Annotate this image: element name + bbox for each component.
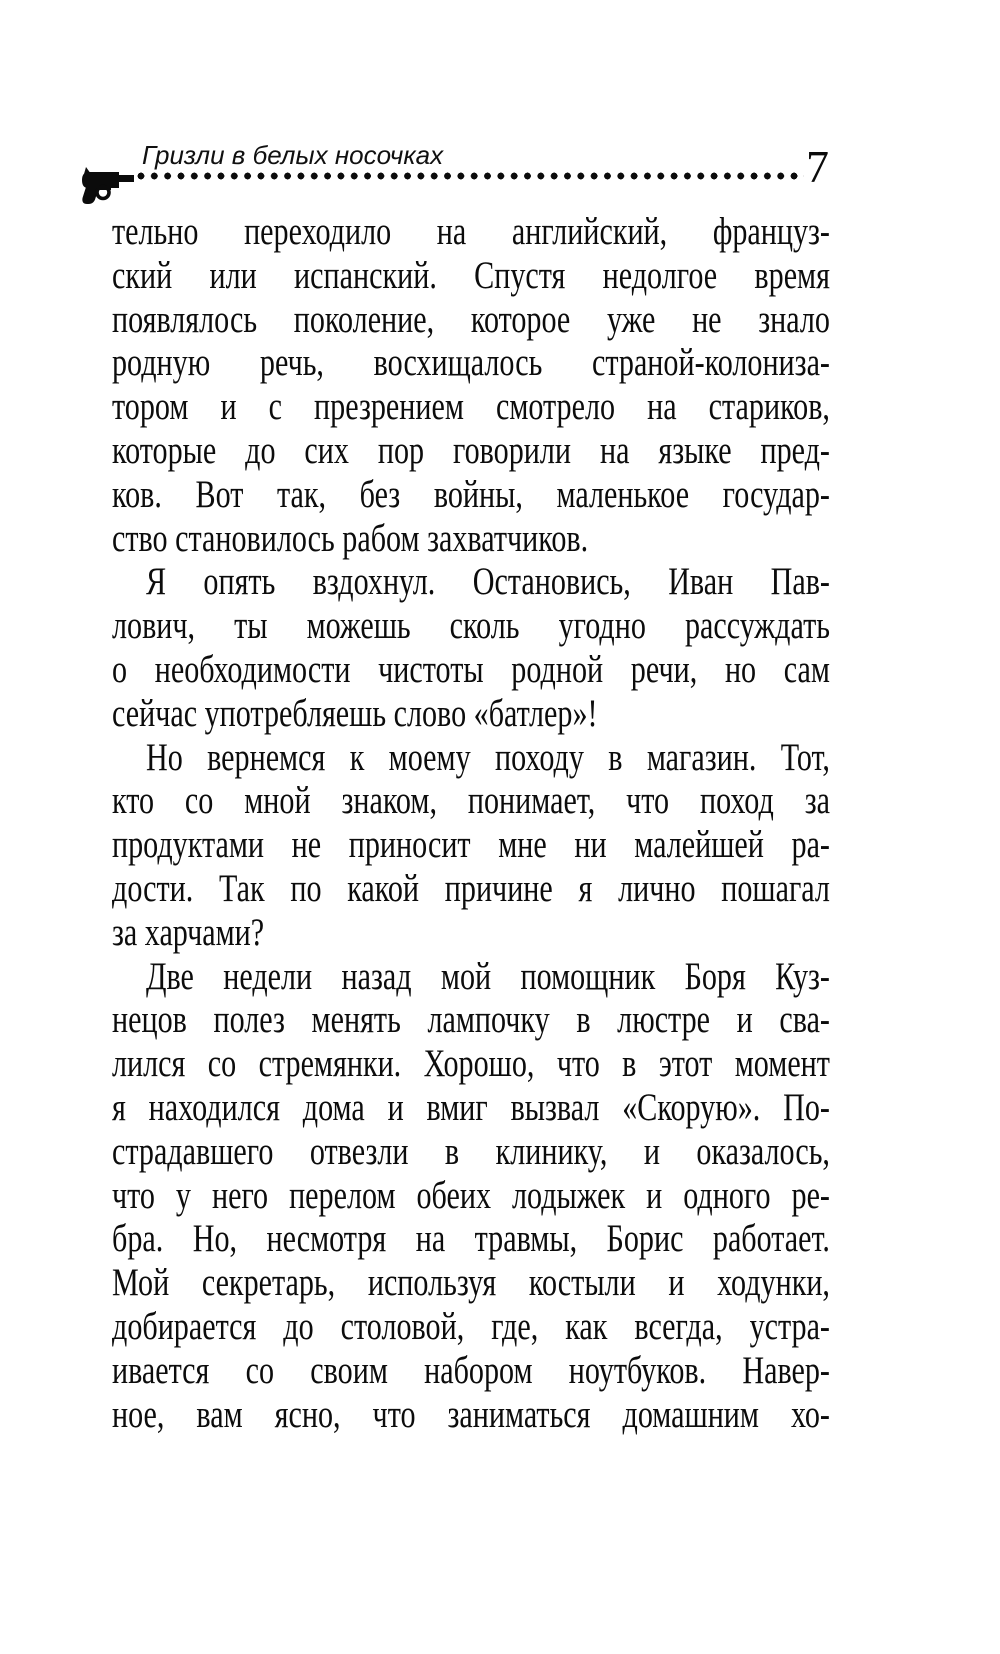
text-line: которые до сих пор говорили на языке пред- <box>112 428 830 472</box>
text-line: что у него перелом обеих лодыжек и одного ре- <box>112 1173 830 1217</box>
text-line: ство становилось рабом захватчиков. <box>112 516 589 560</box>
text-line: Я опять вздохнул. Остановись, Иван Пав- <box>145 560 830 604</box>
body-text <box>112 210 830 1436</box>
text-line: за харчами? <box>112 910 265 954</box>
text-line: продуктами не приносит мне ни малейшей ра- <box>112 823 830 867</box>
dotted-leader <box>137 171 804 181</box>
text-line: страдавшего отвезли в клинику, и оказалось, <box>112 1129 830 1173</box>
text-line: ков. Вот так, без войны, маленькое государ- <box>112 472 830 516</box>
text-line: ский или испанский. Спустя недолгое время <box>112 253 830 297</box>
text-line: нецов полез менять лампочку в люстре и сва- <box>112 998 830 1042</box>
text-line: ное, вам ясно, что заниматься домашним хо- <box>112 1392 830 1436</box>
text-line: тельно переходило на английский, француз- <box>112 210 830 253</box>
page-number: 7 <box>806 141 829 192</box>
text-line: Но вернемся к моему походу в магазин. Тот, <box>145 735 830 779</box>
text-line: родную речь, восхищалось страной-колониза- <box>112 341 830 385</box>
text-line: я находился дома и вмиг вызвал «Скорую». По- <box>112 1085 830 1129</box>
text-line: ивается со своим набором ноутбуков. Навер- <box>112 1348 830 1392</box>
text-line: Мой секретарь, используя костыли и ходунки, <box>112 1261 830 1305</box>
paragraph <box>112 210 830 560</box>
text-line: появлялось поколение, которое уже не знало <box>112 297 830 341</box>
paragraph <box>112 560 830 735</box>
paragraph <box>112 736 830 955</box>
text-line: бра. Но, несмотря на травмы, Борис работает. <box>112 1217 830 1261</box>
text-line: добирается до столовой, где, как всегда, устра- <box>112 1304 830 1348</box>
text-line: Две недели назад мой помощник Боря Куз- <box>145 954 830 998</box>
pistol-icon <box>78 167 135 205</box>
text-line: лович, ты можешь сколь угодно рассуждать <box>112 604 830 648</box>
paragraph <box>112 955 830 1437</box>
text-line: лился со стремянки. Хорошо, что в этот момент <box>112 1042 830 1086</box>
text-line: кто со мной знаком, понимает, что поход за <box>112 779 830 823</box>
text-line: о необходимости чистоты родной речи, но сам <box>112 647 830 691</box>
text-line: тором и с презрением смотрело на стариков, <box>112 385 830 429</box>
running-title: Гризли в белых носочках <box>142 140 444 170</box>
text-line: сейчас употребляешь слово «батлер»! <box>112 691 598 735</box>
text-line: дости. Так по какой причине я лично пошагал <box>112 866 830 910</box>
